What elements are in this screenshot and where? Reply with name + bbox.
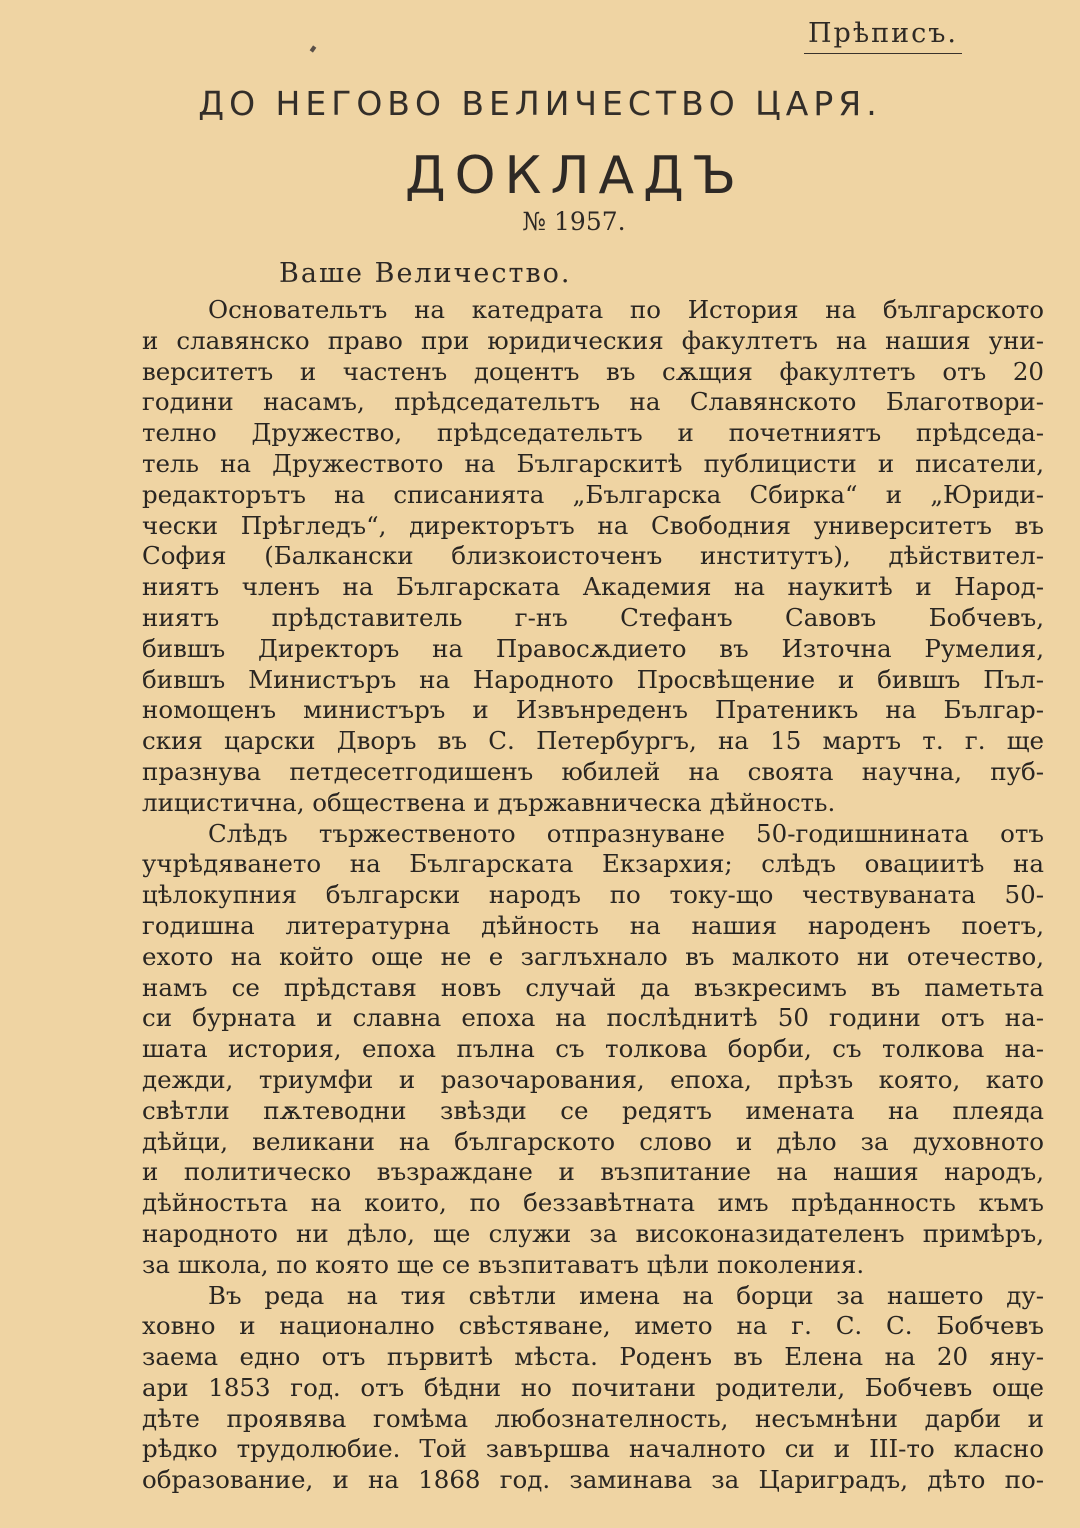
text-line: рѣдко трудолюбие. Той завършва началното си и III-то класно xyxy=(142,1434,1044,1464)
text-line: дѣте проявява гомѣма любознателность, несъмнѣни дарби и xyxy=(142,1403,1044,1433)
text-line: и славянско право при юридическия факултетъ на нашия уни- xyxy=(142,325,1044,355)
text-line: Основательтъ на катедрата по История на българското xyxy=(208,295,1044,324)
text-line: дѣйци, великани на българското слово и дѣло за духовното xyxy=(142,1126,1044,1156)
addressee-line: ДО НЕГОВО ВЕЛИЧЕСТВО ЦАРЯ. xyxy=(198,84,882,123)
text-line: лицистична, обществена и държавническа дѣйность. xyxy=(142,787,836,817)
salutation: Ваше Величество. xyxy=(279,258,572,289)
text-line: София (Балкански близкоисточенъ институтъ), дѣйствител- xyxy=(142,541,1044,571)
text-line: тель на Дружеството на Българскитѣ публицисти и писатели, xyxy=(142,448,1044,478)
paragraph-3 xyxy=(142,1281,1044,1497)
text-line: ари 1853 год. отъ бѣдни но почитани родители, Бобчевъ още xyxy=(142,1372,1044,1402)
text-line: ехото на който още не е заглъхнало въ малкото ни отечество, xyxy=(142,941,1044,971)
document-number: № 1957. xyxy=(522,207,626,236)
text-line: учрѣдяването на Българската Екзархия; слѣдъ овациитѣ на xyxy=(142,849,1044,879)
text-line: бившъ Министъръ на Народното Просвѣщение и бившъ Пъл- xyxy=(142,664,1044,694)
text-line: редакторътъ на списанията „Българска Сбирка“ и „Юриди- xyxy=(142,479,1044,509)
text-line: дѣйностьта на които, по беззавѣтната имъ прѣданность къмъ xyxy=(142,1188,1044,1218)
text-line: ниятъ членъ на Българската Академия на наукитѣ и Народ- xyxy=(142,572,1044,602)
text-line: дежди, триумфи и разочарования, епоха, прѣзъ която, като xyxy=(142,1064,1044,1094)
text-line: образование, и на 1868 год. заминава за Цариградъ, дѣто по- xyxy=(142,1465,1044,1495)
text-line: заема едно отъ първитѣ мѣста. Роденъ въ Елена на 20 яну- xyxy=(142,1342,1044,1372)
text-line: години насамъ, прѣдседательтъ на Славянското Благотвори- xyxy=(142,387,1044,417)
text-line: верситетъ и частенъ доцентъ въ сѫщия факултетъ отъ 20 xyxy=(142,356,1044,386)
text-line: Въ реда на тия свѣтли имена на борци за нашето ду- xyxy=(208,1280,1044,1310)
text-line: бившъ Директоръ на Правосѫдието въ Източна Румелия, xyxy=(142,633,1044,663)
text-line: чески Прѣгледъ“, директорътъ на Свободния университетъ въ xyxy=(142,510,1044,540)
text-line: и политическо възраждане и възпитание на нашия народъ, xyxy=(142,1157,1044,1187)
text-line: цѣлокупния български народъ по току-що чествуваната 50- xyxy=(142,880,1044,910)
text-line: празнува петдесетгодишенъ юбилей на своята научна, пуб- xyxy=(142,756,1044,786)
paragraph-2 xyxy=(142,819,1044,1281)
text-line: ниятъ прѣдставитель г-нъ Стефанъ Савовъ Бобчевъ, xyxy=(142,602,1044,632)
paragraph-1 xyxy=(142,295,1044,819)
text-line: номощенъ министъръ и Извънреденъ Пратеникъ на Българ- xyxy=(142,695,1044,725)
text-line: ховно и национално свѣстяване, името на г. С. С. Бобчевъ xyxy=(142,1311,1044,1341)
text-line: Слѣдъ тържественото отпразнуване 50-годишнината отъ xyxy=(208,818,1044,848)
text-line: шата история, епоха пълна съ толкова борби, съ толкова на- xyxy=(142,1034,1044,1064)
text-line: свѣтли пѫтеводни звѣзди се редятъ имената на плеяда xyxy=(142,1095,1044,1125)
body-text xyxy=(142,295,1044,1496)
text-line: телно Дружество, прѣдседательтъ и почетниятъ прѣдседа- xyxy=(142,418,1044,448)
document-title: ДОКЛАДЪ xyxy=(404,146,746,206)
text-line: за школа, по която ще се възпитаватъ цѣли поколения. xyxy=(142,1249,865,1279)
copy-label: Прѣписъ. xyxy=(804,18,962,54)
text-line: народното ни дѣло, ще служи за високоназидателенъ примѣръ, xyxy=(142,1218,1044,1248)
text-line: годишна литературна дѣйность на нашия народенъ поетъ, xyxy=(142,910,1044,940)
text-line: намъ се прѣдставя новъ случай да възкресимъ въ паметьта xyxy=(142,972,1044,1002)
scan-speck xyxy=(310,45,317,52)
text-line: ския царски Дворъ въ С. Петербургъ, на 15 мартъ т. г. ще xyxy=(142,726,1044,756)
text-line: си бурната и славна епоха на послѣднитѣ 50 години отъ на- xyxy=(142,1003,1044,1033)
